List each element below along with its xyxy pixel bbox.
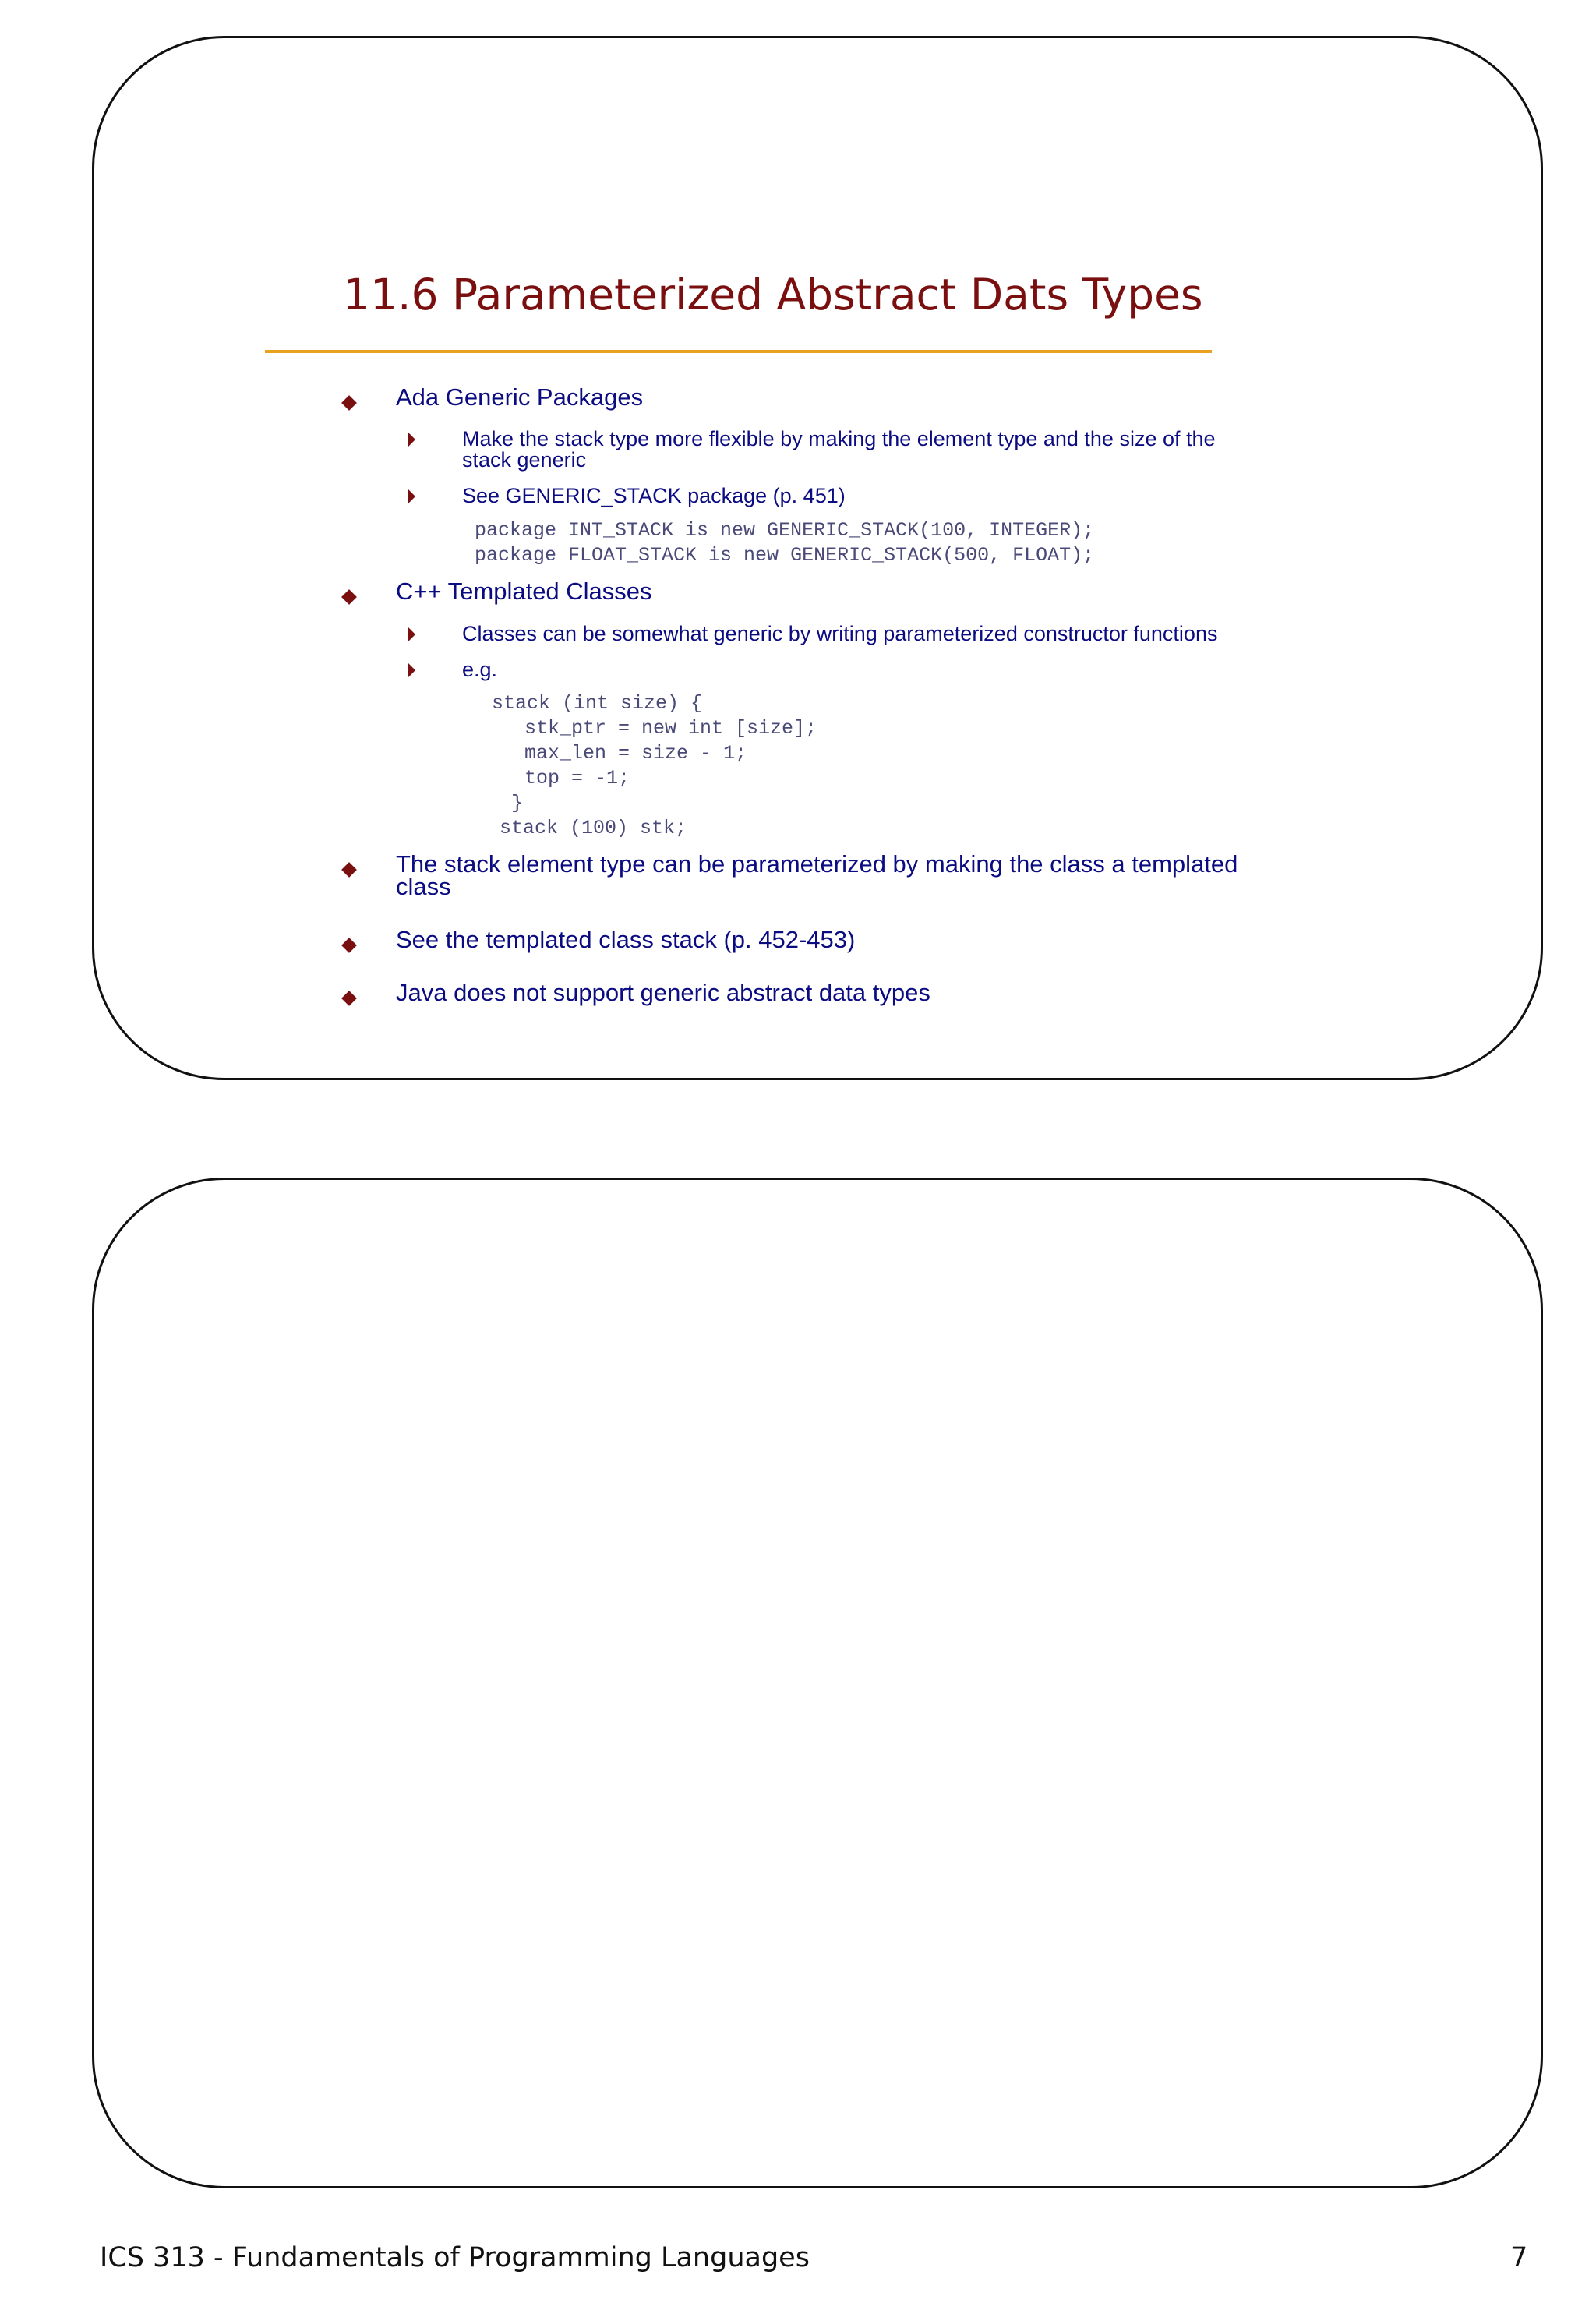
sub-bullet-cpp-1: Classes can be somewhat generic by writing parameterized constructor functions <box>462 622 1218 645</box>
footer-page-number: 7 <box>1510 2242 1528 2273</box>
footer-course-title: ICS 313 - Fundamentals of Programming Languages <box>100 2242 810 2273</box>
slide-title: 11.6 Parameterized Abstract Dats Types <box>343 270 1203 320</box>
code-line-cpp-1: stack (int size) { <box>492 692 703 715</box>
slide-frame-bottom <box>92 1178 1543 2188</box>
bullet-ada: Ada Generic Packages <box>396 383 644 411</box>
sub-bullet-ada-2: See GENERIC_STACK package (p. 451) <box>462 484 846 507</box>
title-underline <box>265 350 1212 353</box>
code-line-cpp-3: max_len = size - 1; <box>524 742 747 765</box>
code-line-cpp-4: top = -1; <box>524 767 630 789</box>
code-line-ada-1: package INT_STACK is new GENERIC_STACK(100, INTEGER); <box>475 519 1095 542</box>
bullet-see-templated: See the templated class stack (p. 452-453) <box>396 926 856 953</box>
sub-bullet-ada-1-line2: stack generic <box>462 448 587 472</box>
code-line-cpp-5: } <box>511 792 524 814</box>
sub-bullet-ada-1-line1: Make the stack type more flexible by making the element type and the size of the <box>462 427 1216 450</box>
arrow-bullet-icon <box>408 489 415 503</box>
bullet-element-type-line1: The stack element type can be parameterized by making the class a templated <box>396 850 1238 878</box>
arrow-bullet-icon <box>408 627 415 641</box>
bullet-cpp: C++ Templated Classes <box>396 578 652 605</box>
code-line-ada-2: package FLOAT_STACK is new GENERIC_STACK(500, FLOAT); <box>475 544 1095 567</box>
sub-bullet-cpp-2: e.g. <box>462 658 498 681</box>
code-line-cpp-6: stack (100) stk; <box>500 817 687 839</box>
bullet-element-type-line2: class <box>396 873 451 900</box>
bullet-java: Java does not support generic abstract data types <box>396 979 930 1006</box>
arrow-bullet-icon <box>408 433 415 447</box>
code-line-cpp-2: stk_ptr = new int [size]; <box>524 717 817 740</box>
arrow-bullet-icon <box>408 663 415 677</box>
